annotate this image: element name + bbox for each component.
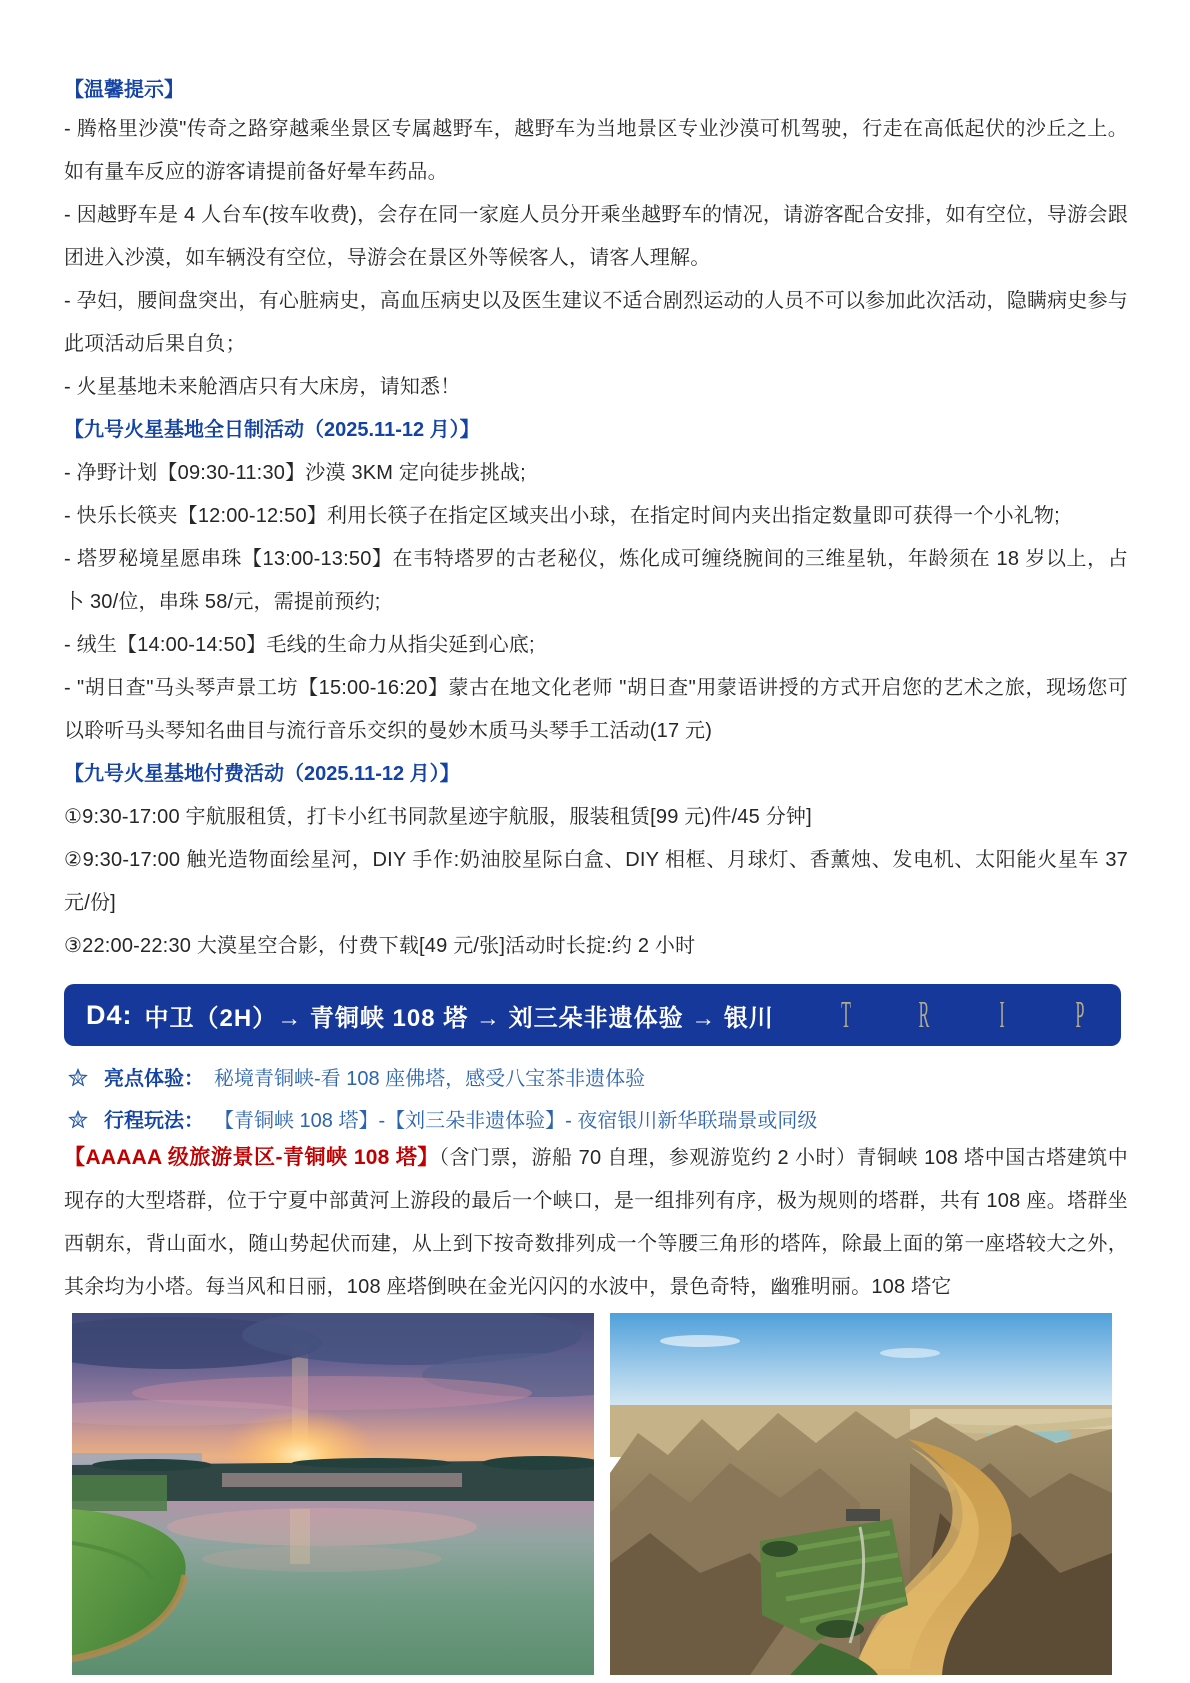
day-number-label: D4: (86, 999, 133, 1030)
scenic-paragraph (64, 1136, 1128, 1309)
photo-row (72, 1313, 1128, 1675)
paid-activity-item: ①9:30-17:00 宇航服租赁，打卡小红书同款星迹宇航服，服装租赁[99 元)件/45 分钟] (64, 806, 812, 828)
yellow-river-canyon-illustration (610, 1313, 1112, 1675)
sunset-river-illustration (72, 1313, 594, 1675)
star-icon (68, 1068, 88, 1088)
itinerary-label: 行程玩法： (104, 1110, 204, 1132)
highlight-label: 亮点体验： (104, 1068, 204, 1090)
scenic-heading: 【AAAAA 级旅游景区-青铜峡 108 塔】 (64, 1146, 439, 1169)
tip-item: - 腾格里沙漠"传奇之路穿越乘坐景区专属越野车，越野车为当地景区专业沙漠可机驾驶，行走在高低起伏的沙丘之上。如有量车反应的游客请提前备好晕车药品。 (64, 118, 1128, 183)
scenic-body-text: （含门票，游船 70 自理，参观游览约 2 小时）青铜峡 108 塔中国古塔建筑中现存的大型塔群，位于宁夏中部黄河上游段的最后一个峡口，是一组排列有序，极为规则的塔群，共有 108 座。塔群坐西朝东，背山面水，随山势起伏而建，从上到下按奇数排列成一个等腰三角形的塔阵，除最上面的第一座塔较大之外，其余均为小塔。每当风和日丽，108 座塔倒映在金光闪闪的水波中，景色奇特，幽雅明丽。108 塔它 (64, 1147, 1128, 1298)
sunset-river-photo (72, 1313, 594, 1675)
tips-list (64, 108, 1128, 409)
activity-item: - 绒生【14:00-14:50】毛线的生命力从指尖延到心底; (64, 634, 535, 656)
activities-list (64, 452, 1128, 753)
yellow-river-canyon-photo (610, 1313, 1112, 1675)
paid-activities-section-title: 【九号火星基地付费活动（2025.11-12 月）】 (64, 763, 460, 785)
tips-section-title: 【温馨提示】 (64, 79, 184, 101)
trip-letter: P (1075, 994, 1085, 1036)
trip-letter: T (841, 994, 851, 1036)
activity-item: - 净野计划【09:30-11:30】沙漠 3KM 定向徒步挑战; (64, 462, 526, 484)
paid-activity-item: ③22:00-22:30 大漠星空合影，付费下载[49 元/张]活动时长掟:约 2 小时 (64, 935, 696, 957)
highlight-row (64, 1064, 1128, 1094)
activity-item: - 塔罗秘境星愿串珠【13:00-13:50】在韦特塔罗的古老秘仪，炼化成可缠绕腕间的三维星轨，年龄须在 18 岁以上，占卜 30/位，串珠 58/元，需提前预约; (64, 548, 1128, 613)
activities-section-title: 【九号火星基地全日制活动（2025.11-12 月）】 (64, 419, 480, 441)
highlight-text: 秘境青铜峡-看 108 座佛塔，感受八宝茶非遗体验 (214, 1068, 646, 1090)
paid-activity-item: ②9:30-17:00 触光造物面绘星河，DIY 手作:奶油胶星际白盒、DIY 相框、月球灯、香薰烛、发电机、太阳能火星车 37 元/份] (64, 849, 1128, 914)
day4-route-banner (64, 984, 1121, 1046)
tip-item: - 因越野车是 4 人台车(按车收费)，会存在同一家庭人员分开乘坐越野车的情况，请游客配合安排，如有空位，导游会跟团进入沙漠，如车辆没有空位，导游会在景区外等候客人，请客人理解。 (64, 204, 1128, 269)
star-icon (68, 1110, 88, 1130)
trip-watermark (831, 984, 1095, 1046)
paid-activities-list (64, 796, 1128, 968)
itinerary-row (64, 1106, 1128, 1136)
tip-item: - 火星基地未来舱酒店只有大床房，请知悉！ (64, 376, 461, 398)
itinerary-text: 【青铜峡 108 塔】-【刘三朵非遗体验】- 夜宿银川新华联瑞景或同级 (214, 1110, 818, 1132)
activity-item: - "胡日查"马头琴声景工坊【15:00-16:20】蒙古在地文化老师 "胡日查"用蒙语讲授的方式开启您的艺术之旅，现场您可以聆听马头琴知名曲目与流行音乐交织的曼妙木质马头琴手工活动(17 元) (64, 677, 1128, 742)
trip-letter: R (918, 994, 930, 1036)
tip-item: - 孕妇，腰间盘突出，有心脏病史，高血压病史以及医生建议不适合剧烈运动的人员不可以参加此次活动，隐瞒病史参与此项活动后果自负； (64, 290, 1128, 355)
activity-item: - 快乐长筷夹【12:00-12:50】利用长筷子在指定区域夹出小球，在指定时间内夹出指定数量即可获得一个小礼物; (64, 505, 1060, 527)
day-route-text: 中卫（2H）→ 青铜峡 108 塔 → 刘三朵非遗体验 → 银川 (144, 1004, 774, 1032)
trip-letter: I (999, 994, 1005, 1036)
